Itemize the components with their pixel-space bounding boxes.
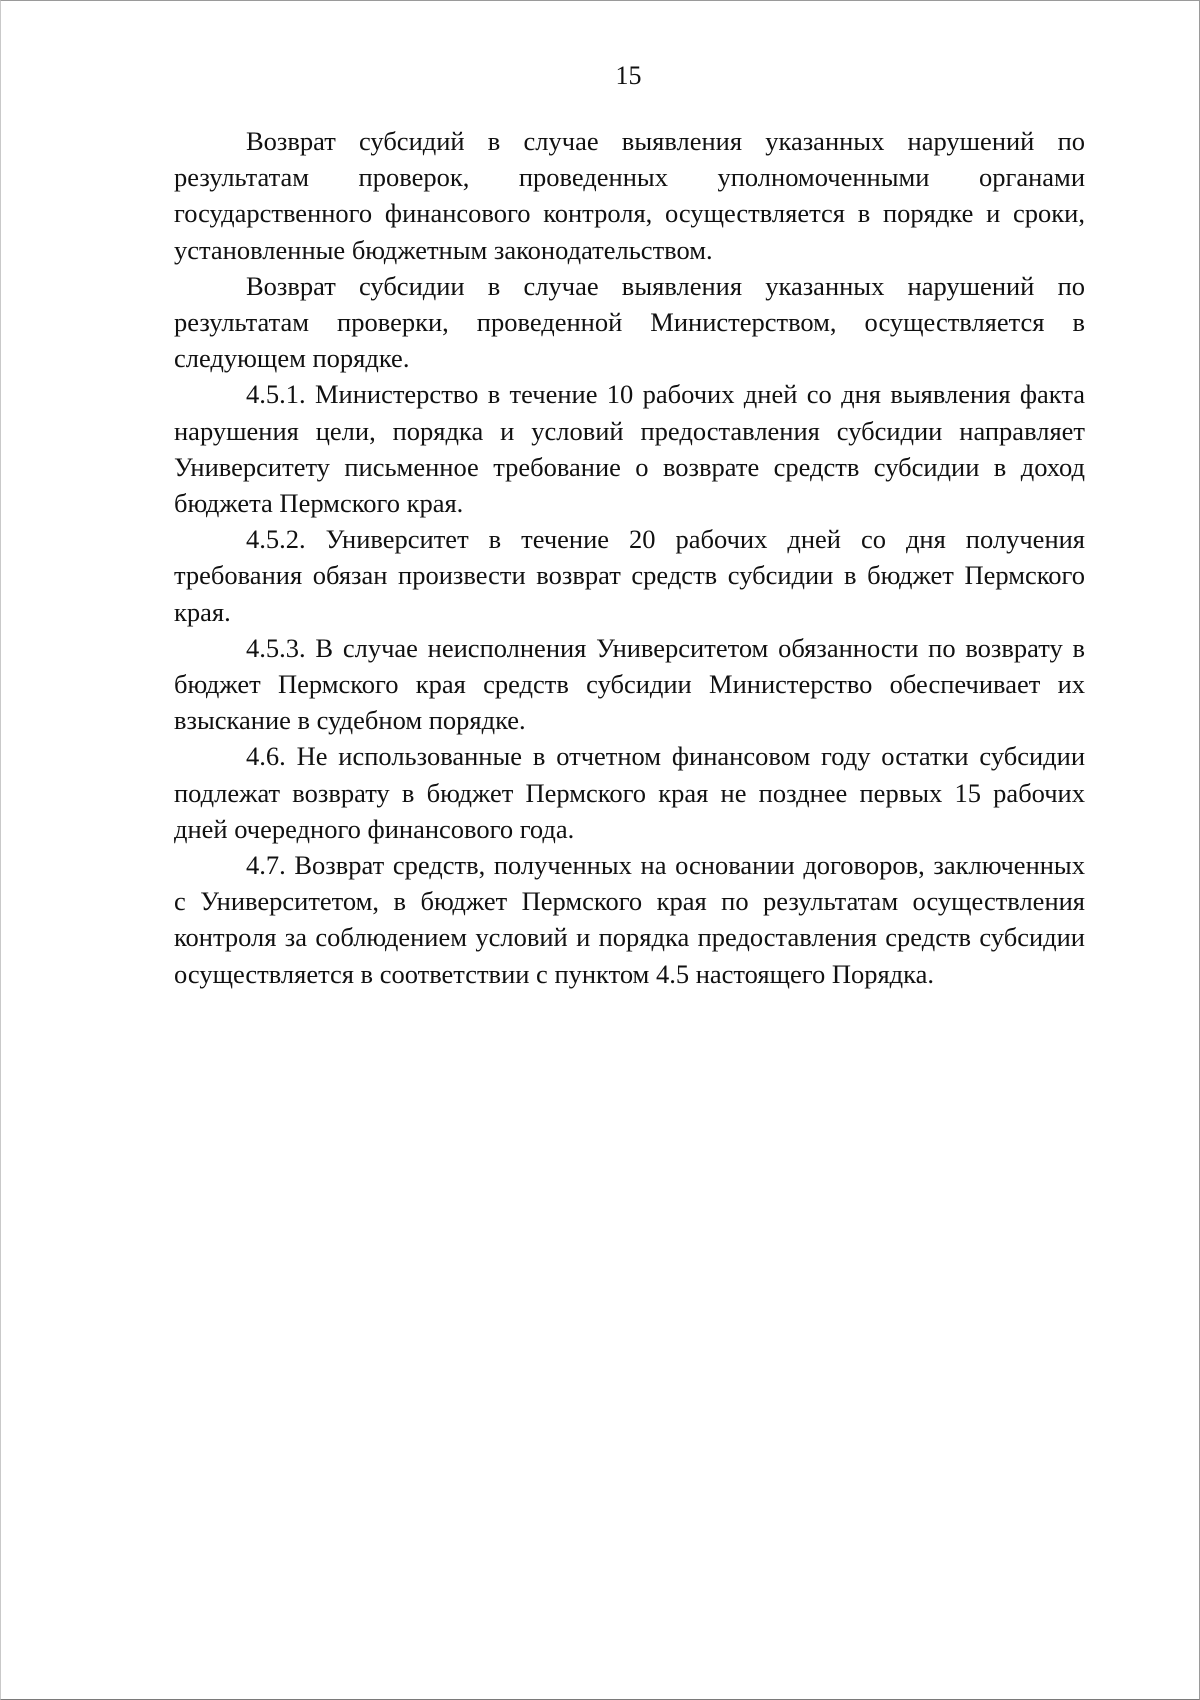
paragraph-refund-state-control: Возврат субсидий в случае выявления указанных нарушений по результатам проверок, проведенных уполномоченными органами государственного финансового контроля, осуществляется в порядке и сроки, установленные бюджетным законодательством. (174, 126, 1085, 265)
paragraph-refund-ministry-check: Возврат субсидии в случае выявления указанных нарушений по результатам проверки, проведенной Министерством, осуществляется в следующем порядке. (174, 270, 1085, 374)
paragraph-4-7: 4.7. Возврат средств, полученных на основании договоров, заключенных с Университетом, в бюджет Пермского края по результатам осуществления контроля за соблюдением условий и порядка предоставления средств субсидии осуществляется в соответствии с пунктом 4.5 настоящего Порядка. (174, 850, 1085, 989)
paragraph-4-5-3: 4.5.3. В случае неисполнения Университетом обязанности по возврату в бюджет Пермского края средств субсидии Министерство обеспечивает их взыскание в судебном порядке. (174, 632, 1085, 736)
document-body (174, 123, 1085, 992)
paragraph-4-6: 4.6. Не использованные в отчетном финансовом году остатки субсидии подлежат возврату в бюджет Пермского края не позднее первых 15 рабочих дней очередного финансового года. (174, 741, 1085, 844)
paragraph-4-5-2: 4.5.2. Университет в течение 20 рабочих дней со дня получения требования обязан произвести возврат средств субсидии в бюджет Пермского края. (174, 524, 1085, 627)
paragraph-4-5-1: 4.5.1. Министерство в течение 10 рабочих дней со дня выявления факта нарушения цели, порядка и условий предоставления субсидии направляет Университету письменное требование о возврате средств субсидии в доход бюджета Пермского края. (174, 379, 1085, 519)
page-number: 15 (615, 61, 642, 90)
